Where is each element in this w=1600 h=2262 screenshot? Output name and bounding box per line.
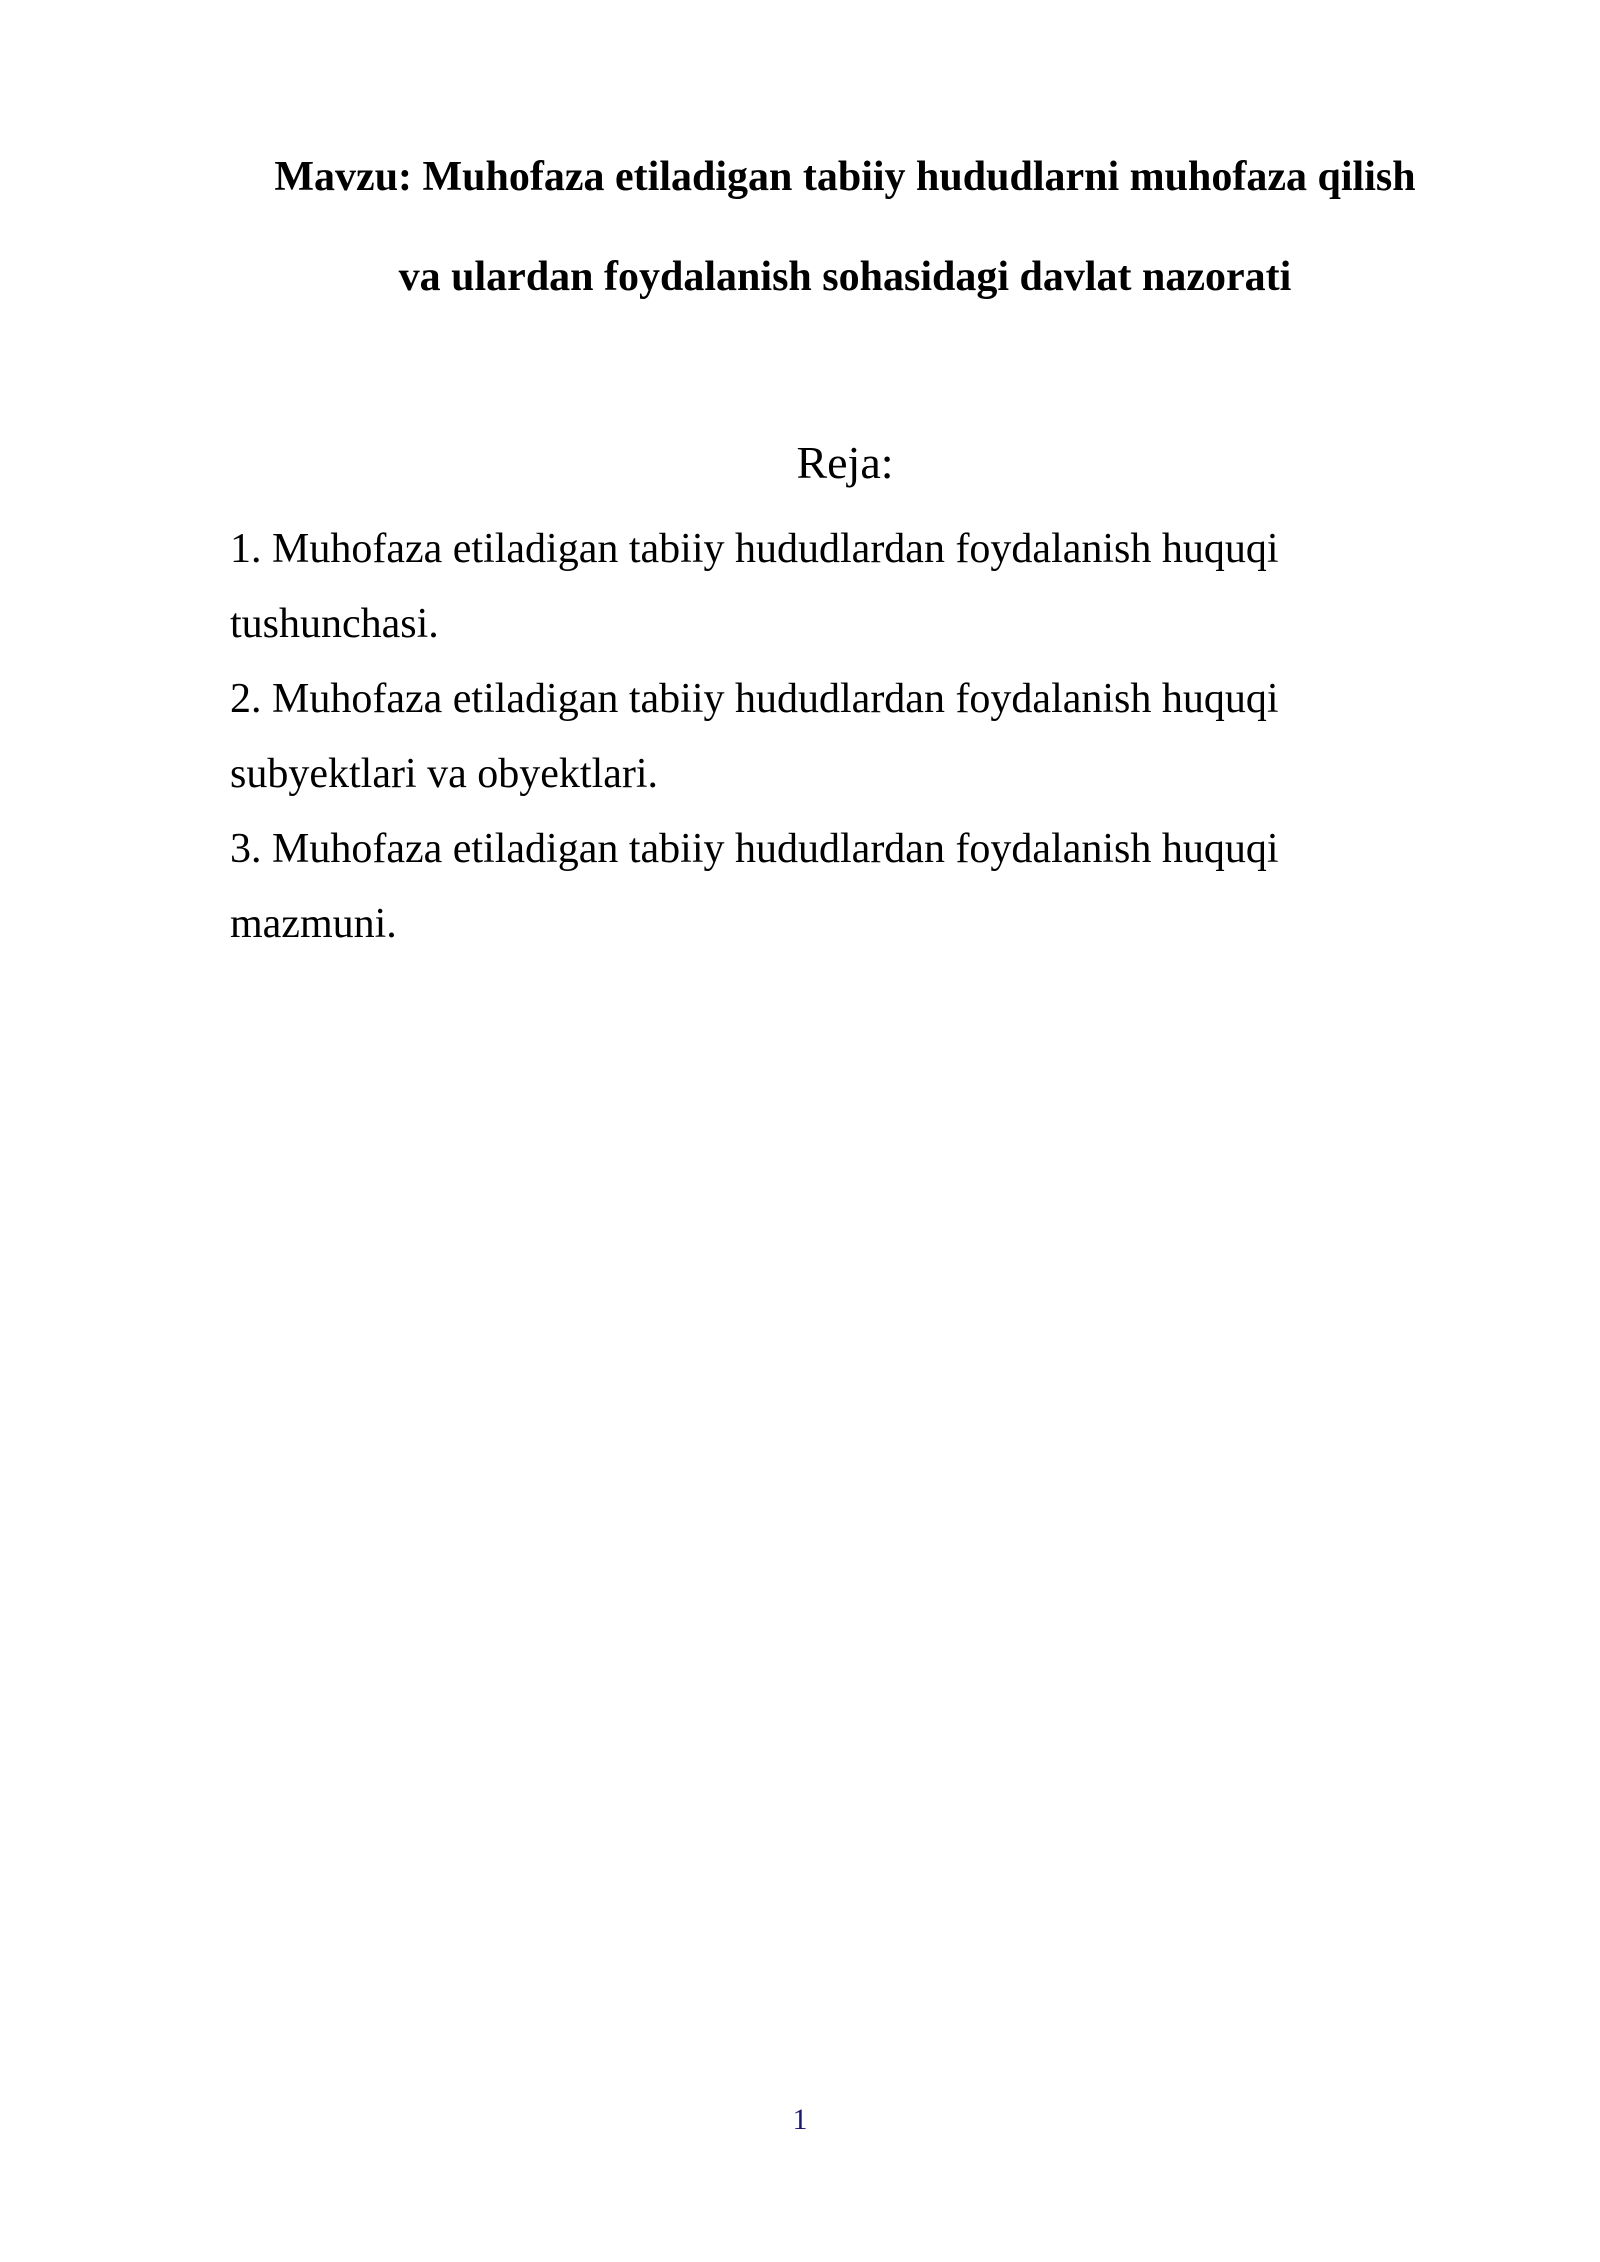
plan-item-2-line-2: subyektlari va obyektlari. — [230, 751, 659, 797]
plan-item-3 — [230, 812, 1360, 962]
plan-list — [230, 512, 1360, 962]
document-title-line-1: Mavzu: Muhofaza etiladigan tabiiy hududlarni muhofaza qilish — [274, 154, 1416, 200]
plan-item-1-line-1: 1. Muhofaza etiladigan tabiiy hududlardan foydalanish huquqi — [230, 526, 1279, 572]
plan-item-2 — [230, 662, 1360, 812]
page-number: 1 — [792, 2103, 808, 2136]
plan-item-1-line-2: tushunchasi. — [230, 601, 439, 647]
plan-item-2-line-1: 2. Muhofaza etiladigan tabiiy hududlardan foydalanish huquqi — [230, 676, 1279, 722]
plan-item-3-line-1: 3. Muhofaza etiladigan tabiiy hududlardan foydalanish huquqi — [230, 826, 1279, 872]
plan-item-1 — [230, 512, 1360, 662]
plan-item-3-line-2: mazmuni. — [230, 901, 397, 947]
plan-heading: Reja: — [796, 437, 894, 488]
document-title-line-2: va ulardan foydalanish sohasidagi davlat nazorati — [398, 254, 1292, 300]
